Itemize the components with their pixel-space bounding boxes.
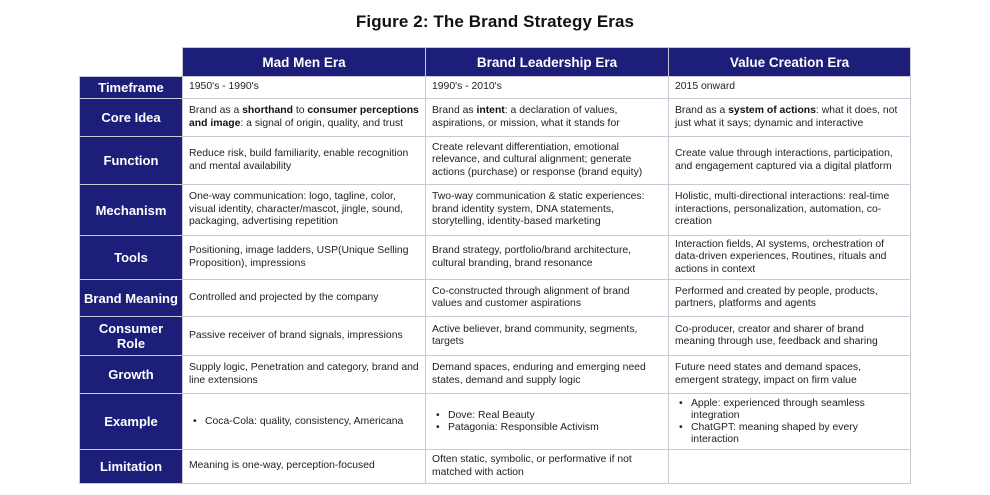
cell-example-mad-men [183,394,426,450]
row-header-example: Example [80,394,183,450]
cell-mechanism-brand-leadership: Two-way communication & static experiences: brand identity system, DNA statements, storytelling, identity-based marketing [426,185,669,236]
text-segment: Brand as [432,105,477,117]
example-list [675,398,904,446]
list-item: • ChatGPT: meaning shaped by every interaction [691,422,904,446]
cell-brand-meaning-mad-men: Controlled and projected by the company [183,280,426,317]
cell-timeframe-value-creation: 2015 onward [669,77,911,99]
header-row [80,48,911,77]
cell-limitation-value-creation [669,450,911,484]
cell-brand-meaning-brand-leadership: Co-constructed through alignment of brand values and customer aspirations [426,280,669,317]
list-item: • Apple: experienced through seamless integration [691,398,904,422]
figure-title: Figure 2: The Brand Strategy Eras [355,12,635,31]
bold-segment: system of actions [728,105,816,117]
cell-core-idea-brand-leadership [426,99,669,137]
cell-tools-brand-leadership: Brand strategy, portfolio/brand architecture, cultural branding, brand resonance [426,236,669,280]
bold-segment: intent [476,105,505,117]
cell-function-brand-leadership: Create relevant differentiation, emotional relevance, and cultural alignment; generate actions (purchase) or response (brand equity) [426,137,669,185]
cell-tools-mad-men: Positioning, image ladders, USP(Unique Selling Proposition), impressions [183,236,426,280]
text-segment: : a signal of origin, quality, and trust [240,117,404,129]
cell-timeframe-mad-men: 1950's - 1990's [183,77,426,99]
cell-mechanism-mad-men: One-way communication: logo, tagline, color, visual identity, character/mascot, jingle, sound, packaging, advertising repetition [183,185,426,236]
cell-limitation-brand-leadership: Often static, symbolic, or performative if not matched with action [426,450,669,484]
example-list [432,410,662,434]
column-header-value-creation-era: Value Creation Era [669,48,911,77]
cell-mechanism-value-creation: Holistic, multi-directional interactions: real-time interactions, personalization, automation, co-creation [669,185,911,236]
row-growth [80,356,911,394]
text-segment: Brand as a [189,105,243,117]
row-brand-meaning [80,280,911,317]
text-segment: : what it does, not just what it says; dynamic and interactive [675,105,898,129]
row-header-function: Function [80,137,183,185]
brand-strategy-eras-table [79,47,911,484]
text-segment: to [292,105,308,117]
text-segment: Brand as a [675,105,729,117]
cell-consumer-role-mad-men: Passive receiver of brand signals, impressions [183,317,426,356]
cell-core-idea-value-creation [669,99,911,137]
row-header-growth: Growth [80,356,183,394]
cell-limitation-mad-men: Meaning is one-way, perception-focused [183,450,426,484]
cell-growth-value-creation: Future need states and demand spaces, emergent strategy, impact on firm value [669,356,911,394]
row-header-mechanism: Mechanism [80,185,183,236]
text-segment: : a declaration of values, aspirations, or mission, what it stands for [432,105,620,129]
row-limitation [80,450,911,484]
cell-consumer-role-brand-leadership: Active believer, brand community, segments, targets [426,317,669,356]
cell-function-value-creation: Create value through interactions, participation, and engagement captured via a digital platform [669,137,911,185]
row-mechanism [80,185,911,236]
row-header-limitation: Limitation [80,450,183,484]
bold-segment: consumer perceptions and image [189,105,419,129]
column-header-mad-men-era: Mad Men Era [183,48,426,77]
list-item: • Coca-Cola: quality, consistency, Americana [205,416,419,428]
example-list [189,416,419,428]
cell-timeframe-brand-leadership: 1990's - 2010's [426,77,669,99]
row-timeframe [80,77,911,99]
column-header-brand-leadership-era: Brand Leadership Era [426,48,669,77]
cell-tools-value-creation: Interaction fields, AI systems, orchestration of data-driven experiences, Routines, rituals and actions in context [669,236,911,280]
row-header-timeframe: Timeframe [80,77,183,99]
cell-consumer-role-value-creation: Co-producer, creator and sharer of brand meaning through use, feedback and sharing [669,317,911,356]
cell-growth-mad-men: Supply logic, Penetration and category, brand and line extensions [183,356,426,394]
row-core-idea [80,99,911,137]
cell-example-value-creation [669,394,911,450]
corner-cell [80,48,183,77]
row-header-consumer-role: Consumer Role [80,317,183,356]
cell-function-mad-men: Reduce risk, build familiarity, enable recognition and mental availability [183,137,426,185]
row-consumer-role [80,317,911,356]
row-example [80,394,911,450]
cell-brand-meaning-value-creation: Performed and created by people, products, partners, platforms and agents [669,280,911,317]
row-tools [80,236,911,280]
list-item: • Patagonia: Responsible Activism [448,422,662,434]
row-header-brand-meaning: Brand Meaning [80,280,183,317]
row-function [80,137,911,185]
cell-core-idea-mad-men [183,99,426,137]
cell-example-brand-leadership [426,394,669,450]
cell-growth-brand-leadership: Demand spaces, enduring and emerging need states, demand and supply logic [426,356,669,394]
row-header-core-idea: Core Idea [80,99,183,137]
row-header-tools: Tools [80,236,183,280]
bold-segment: shorthand [242,105,293,117]
list-item: • Dove: Real Beauty [448,410,662,422]
